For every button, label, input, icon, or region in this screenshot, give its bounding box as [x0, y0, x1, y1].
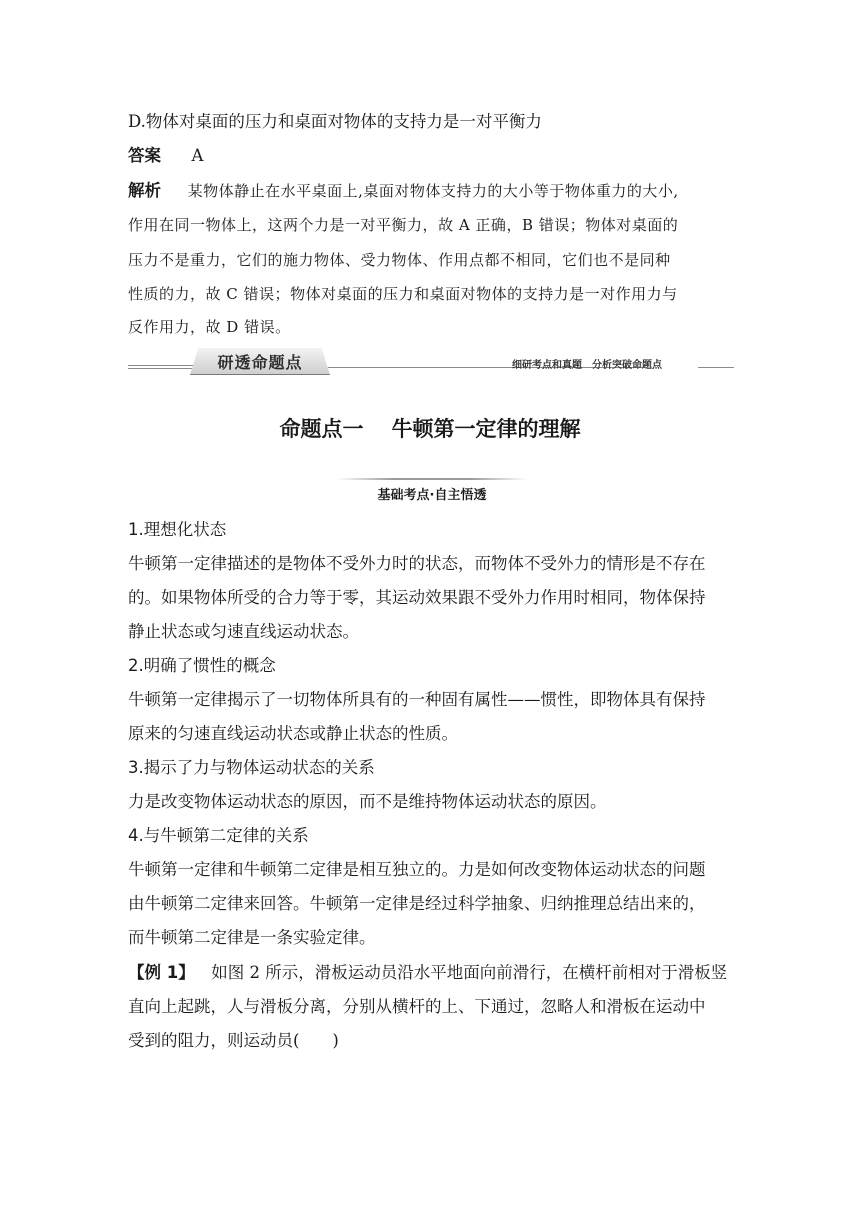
analysis-text: 某物体静止在水平桌面上,桌面对物体支持力的大小等于物体重力的大小,	[187, 182, 679, 200]
analysis-line-5: 反作用力，故 D 错误。	[128, 318, 291, 336]
analysis-text: 它们的施力物体、受力物体、作用点都不相同	[236, 251, 547, 269]
option-d: D.物体对桌面的压力和桌面对物体的支持力是一对平衡力	[128, 112, 542, 131]
point-text: 静止状态或匀速直线运动状态。	[128, 622, 359, 641]
analysis-text: 作用在同一物体上	[128, 216, 253, 234]
analysis-line-3: 压力不是重力，它们的施力物体、受力物体、作用点都不相同，它们也不是同种	[128, 251, 671, 269]
section-title-text: 牛顿第一定律的理解	[391, 417, 581, 441]
banner-label: 研透命题点	[217, 353, 303, 372]
example-label: 【例 1】	[128, 963, 195, 982]
subhead	[337, 478, 527, 504]
analysis-line-4: 性质的力，故 C 错误；物体对桌面的压力和桌面对物体的支持力是一对作用力与	[128, 285, 678, 303]
point-text: 力是改变物体运动状态的原因，而不是维持物体运动状态的原因。	[128, 792, 607, 811]
example-text: 如图 2 所示，滑板运动员沿水平地面向前滑行，在横杆前相对于滑板竖	[211, 963, 728, 982]
example-line: 受到的阻力，则运动员( )	[128, 1031, 339, 1050]
section-banner	[128, 348, 734, 376]
analysis-text: 物体对桌面的压力和桌面对物体的支持力是一对作用力与	[290, 285, 678, 303]
banner-rule	[128, 368, 198, 369]
point-text: 牛顿第一定律描述的是物体不受外力时的状态，而物体不受外力的情形是不存在	[128, 554, 706, 573]
answer-line	[128, 145, 732, 167]
point-heading: 2.明确了惯性的概念	[128, 656, 276, 675]
answer-value: A	[191, 146, 204, 165]
analysis-label: 解析	[128, 181, 161, 200]
point-heading: 4.与牛顿第二定律的关系	[128, 826, 309, 845]
point-heading: 1.理想化状态	[128, 520, 227, 539]
analysis-text: 物体对桌面的	[585, 216, 679, 234]
analysis-text: 它们也不是同种	[562, 251, 671, 269]
analysis-text: 压力不是重力	[128, 251, 222, 269]
analysis-line-1	[128, 180, 732, 202]
point-text: 牛顿第一定律和牛顿第二定律是相互独立的。力是如何改变物体运动状态的问题	[128, 860, 706, 879]
analysis-text: 这两个力是一对平衡力	[267, 216, 423, 234]
banner-rule	[698, 367, 734, 368]
point-text: 而牛顿第二定律是一条实验定律。	[128, 928, 376, 947]
analysis-text: 故 A 正确	[438, 216, 507, 234]
example-line: 直向上起跳，人与滑板分离，分别从横杆的上、下通过，忽略人和滑板在运动中	[128, 997, 706, 1016]
answer-label: 答案	[128, 146, 161, 165]
section-title	[0, 413, 860, 443]
analysis-text: 故 D 错误。	[205, 318, 291, 336]
analysis-line-2: 作用在同一物体上，这两个力是一对平衡力，故 A 正确，B 错误；物体对桌面的	[128, 216, 679, 234]
analysis-text: 反作用力	[128, 318, 191, 336]
point-text: 原来的匀速直线运动状态或静止状态的性质。	[128, 724, 458, 743]
example-line	[128, 962, 732, 984]
point-text: 的。如果物体所受的合力等于零，其运动效果跟不受外力作用时相同，物体保持	[128, 588, 706, 607]
banner-subtitle: 细研考点和真题 分析突破命题点	[512, 360, 662, 371]
analysis-text: 故 C 错误	[205, 285, 275, 303]
point-text: 牛顿第一定律揭示了一切物体所具有的一种固有属性——惯性，即物体具有保持	[128, 690, 706, 709]
subhead-rule	[337, 478, 527, 480]
point-heading: 3.揭示了力与物体运动状态的关系	[128, 758, 375, 777]
section-title-number: 命题点一	[279, 417, 364, 441]
point-text: 由牛顿第二定律来回答。牛顿第一定律是经过科学抽象、归纳推理总结出来的，	[128, 894, 706, 913]
analysis-text: B 错误	[521, 216, 570, 234]
analysis-text: 性质的力	[128, 285, 191, 303]
banner-rule	[128, 365, 198, 366]
subhead-text: 基础考点·自主悟透	[377, 488, 487, 503]
